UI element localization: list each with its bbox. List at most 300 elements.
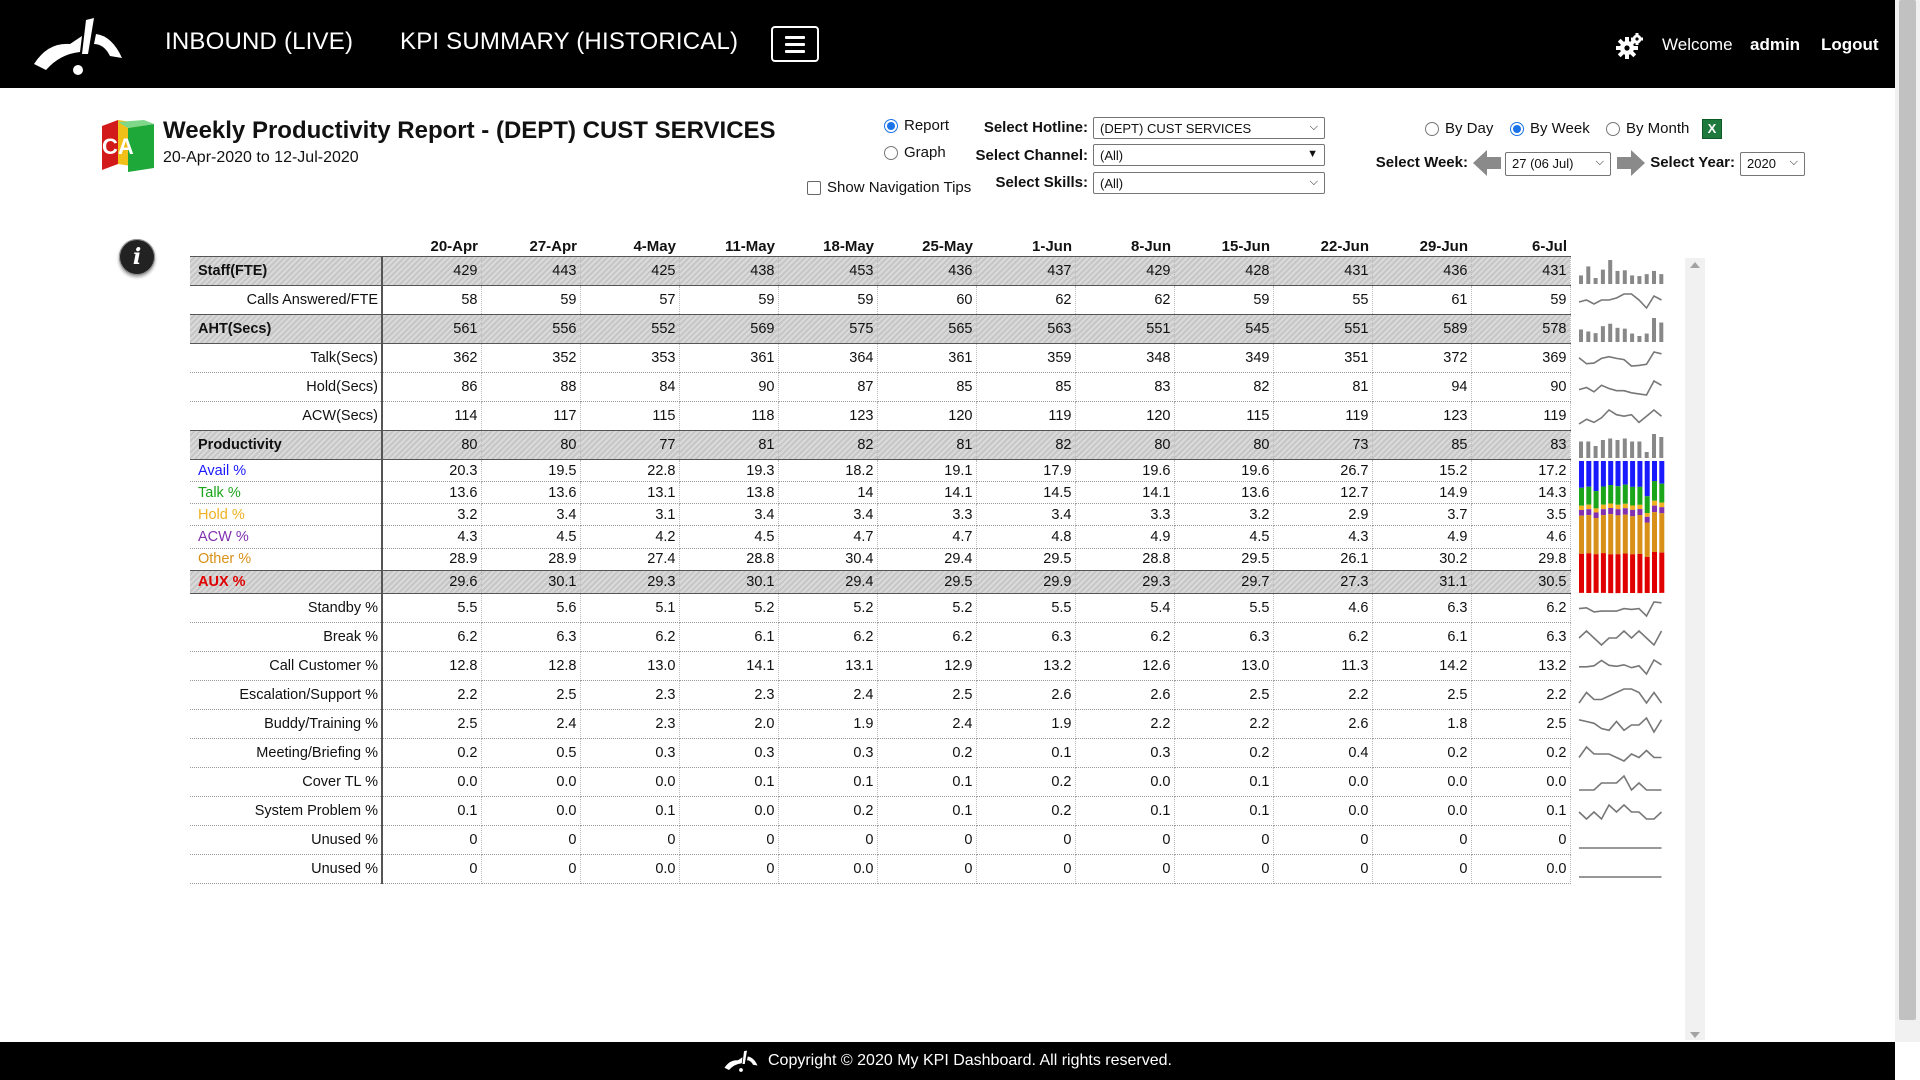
stacked-bar-segment <box>1622 503 1627 507</box>
table-cell: 4.7 <box>778 526 877 548</box>
stacked-bar-segment <box>1652 481 1657 501</box>
table-row <box>190 460 1667 482</box>
stacked-bar-segment <box>1622 553 1627 592</box>
table-cell: 15.2 <box>1372 460 1471 482</box>
table-row <box>190 504 1667 526</box>
table-cell: 5.5 <box>1174 594 1273 623</box>
table-cell: 6.2 <box>580 623 679 652</box>
sparkline-path <box>1579 381 1662 395</box>
stacked-bar-segment <box>1630 516 1635 554</box>
sparkline-cell <box>1570 710 1667 739</box>
table-cell: 0 <box>1075 855 1174 884</box>
table-cell: 0.3 <box>1075 739 1174 768</box>
table-cell: 29.9 <box>976 570 1075 593</box>
hotline-select[interactable] <box>1093 117 1325 139</box>
table-cell: 552 <box>580 315 679 344</box>
table-cell: 85 <box>976 373 1075 402</box>
skills-select[interactable] <box>1093 172 1325 194</box>
table-cell: 0 <box>976 826 1075 855</box>
table-cell: 551 <box>1075 315 1174 344</box>
sparkbar-bar <box>1637 336 1641 342</box>
period-by-day-radio[interactable] <box>1425 120 1493 137</box>
table-cell: 4.2 <box>580 526 679 548</box>
table-row <box>190 826 1667 855</box>
stacked-bar-segment <box>1586 515 1591 553</box>
table-cell: 6.2 <box>877 623 976 652</box>
table-cell: 12.7 <box>1273 482 1372 504</box>
table-cell: 0 <box>679 826 778 855</box>
sparkbar-bar <box>1622 270 1626 284</box>
table-cell: 5.6 <box>481 594 580 623</box>
table-cell: 2.5 <box>1174 681 1273 710</box>
table-cell: 0 <box>976 855 1075 884</box>
table-cell: 438 <box>679 257 778 286</box>
table-cell: 0 <box>1273 855 1372 884</box>
sparkbar-bar <box>1608 324 1612 342</box>
sparkline-cell <box>1570 826 1667 855</box>
table-cell: 545 <box>1174 315 1273 344</box>
column-header-3: 11-May <box>724 237 775 255</box>
sparkline-path <box>1579 631 1662 645</box>
sparkline-chart <box>1577 624 1667 650</box>
stacked-bar-segment <box>1608 514 1613 554</box>
stacked-bar-segment <box>1652 551 1657 592</box>
table-cell: 28.9 <box>382 548 481 570</box>
info-icon[interactable]: i <box>119 239 155 275</box>
table-cell: 123 <box>778 402 877 431</box>
table-cell: 19.6 <box>1174 460 1273 482</box>
table-cell: 5.4 <box>1075 594 1174 623</box>
table-cell: 62 <box>1075 286 1174 315</box>
stacked-bar-segment <box>1608 507 1613 513</box>
table-cell: 0.0 <box>580 855 679 884</box>
table-cell: 14.9 <box>1372 482 1471 504</box>
sparkbar-bar <box>1615 328 1619 342</box>
stacked-bar-segment <box>1615 486 1620 505</box>
table-cell: 83 <box>1471 431 1570 460</box>
stacked-bar-segment <box>1579 515 1584 553</box>
table-cell: 62 <box>976 286 1075 315</box>
table-cell: 428 <box>1174 257 1273 286</box>
table-cell: 80 <box>481 431 580 460</box>
view-graph-radio[interactable] <box>884 144 946 161</box>
table-row <box>190 526 1667 548</box>
chevron-down-icon: ⌵ <box>1309 176 1318 188</box>
stacked-bar-segment <box>1608 503 1613 507</box>
table-cell: 361 <box>679 344 778 373</box>
report-date-range: 20-Apr-2020 to 12-Jul-2020 <box>163 149 359 166</box>
table-row <box>190 286 1667 315</box>
stacked-bar-segment <box>1622 514 1627 553</box>
menu-bar-icon <box>785 36 805 39</box>
menu-bar-icon <box>785 50 805 53</box>
table-cell: 5.2 <box>877 594 976 623</box>
table-cell: 437 <box>976 257 1075 286</box>
table-cell: 5.2 <box>778 594 877 623</box>
table-cell: 83 <box>1075 373 1174 402</box>
row-label: Hold % <box>190 504 382 526</box>
table-cell: 0.1 <box>778 768 877 797</box>
table-cell: 13.0 <box>580 652 679 681</box>
logout-link[interactable]: Logout <box>1821 35 1879 54</box>
table-cell: 349 <box>1174 344 1273 373</box>
checkbox-unchecked-icon <box>807 181 821 195</box>
table-cell: 0.0 <box>778 855 877 884</box>
table-row <box>190 797 1667 826</box>
table-cell: 0.3 <box>778 739 877 768</box>
table-cell: 0.5 <box>481 739 580 768</box>
row-label: Cover TL % <box>190 768 382 797</box>
table-cell: 30.2 <box>1372 548 1471 570</box>
table-cell: 372 <box>1372 344 1471 373</box>
table-cell: 0 <box>877 826 976 855</box>
page-scrollbar[interactable] <box>1895 0 1920 1042</box>
row-label: Standby % <box>190 594 382 623</box>
table-cell: 2.2 <box>1075 710 1174 739</box>
table-cell: 578 <box>1471 315 1570 344</box>
table-cell: 18.2 <box>778 460 877 482</box>
table-cell: 1.8 <box>1372 710 1471 739</box>
table-cell: 114 <box>382 402 481 431</box>
row-label: Escalation/Support % <box>190 681 382 710</box>
year-select-value: 2020 <box>1747 156 1776 171</box>
table-cell: 29.7 <box>1174 570 1273 593</box>
period-by-month-label: By Month <box>1626 120 1690 137</box>
table-row <box>190 855 1667 884</box>
table-cell: 22.8 <box>580 460 679 482</box>
table-cell: 2.3 <box>580 681 679 710</box>
scroll-up-arrow-icon[interactable] <box>1690 262 1700 268</box>
row-label: Other % <box>190 548 382 570</box>
table-cell: 28.8 <box>1075 548 1174 570</box>
period-by-month-radio[interactable] <box>1606 120 1689 137</box>
table-cell: 0.0 <box>1372 797 1471 826</box>
table-cell: 120 <box>877 402 976 431</box>
table-row <box>190 315 1667 344</box>
table-cell: 0.0 <box>1075 768 1174 797</box>
page-scrollbar-thumb[interactable] <box>1899 0 1916 1020</box>
stacked-bar-segment <box>1659 513 1664 552</box>
column-header-1: 27-Apr <box>529 237 577 255</box>
table-cell: 453 <box>778 257 877 286</box>
sparkbar-bar <box>1659 323 1663 343</box>
stacked-bar-segment <box>1630 554 1635 593</box>
table-cell: 556 <box>481 315 580 344</box>
stacked-bar-segment <box>1579 505 1584 509</box>
sparkbar-bar <box>1593 278 1597 284</box>
stacked-bar-segment <box>1637 553 1642 592</box>
table-cell: 13.6 <box>1174 482 1273 504</box>
table-cell: 29.4 <box>778 570 877 593</box>
table-cell: 2.0 <box>679 710 778 739</box>
sparkline-cell <box>1570 286 1667 315</box>
table-row <box>190 482 1667 504</box>
table-cell: 431 <box>1273 257 1372 286</box>
next-week-arrow-icon[interactable] <box>1617 150 1645 176</box>
skills-select-value: (All) <box>1100 176 1124 191</box>
table-cell: 2.2 <box>382 681 481 710</box>
table-cell: 589 <box>1372 315 1471 344</box>
stacked-bar-segment <box>1600 553 1605 593</box>
table-row <box>190 548 1667 570</box>
table-cell: 0 <box>1471 826 1570 855</box>
table-cell: 361 <box>877 344 976 373</box>
table-cell: 348 <box>1075 344 1174 373</box>
table-cell: 94 <box>1372 373 1471 402</box>
table-cell: 0.1 <box>1075 797 1174 826</box>
sparkbar-bar <box>1615 440 1619 458</box>
nav-inbound-live[interactable]: INBOUND (LIVE) <box>165 28 354 55</box>
table-cell: 3.4 <box>679 504 778 526</box>
period-by-week-label: By Week <box>1530 120 1590 137</box>
table-cell: 61 <box>1372 286 1471 315</box>
sparkline-cell <box>1570 623 1667 652</box>
sparkline-cell <box>1570 594 1667 623</box>
sparkline-chart <box>1577 403 1667 429</box>
column-header-2: 4-May <box>633 237 676 255</box>
period-by-day-label: By Day <box>1445 120 1494 137</box>
table-cell: 0.1 <box>580 797 679 826</box>
table-cell: 30.1 <box>679 570 778 593</box>
table-cell: 0 <box>382 855 481 884</box>
table-cell: 115 <box>1174 402 1273 431</box>
stacked-bar-segment <box>1637 461 1642 487</box>
sparkbar-bar <box>1586 266 1590 284</box>
stacked-bar-segment <box>1652 461 1657 481</box>
table-cell: 84 <box>580 373 679 402</box>
radio-selected-icon <box>884 119 898 133</box>
username: admin <box>1750 35 1801 54</box>
sparkbar-bar <box>1600 270 1604 284</box>
table-cell: 13.6 <box>481 482 580 504</box>
table-cell: 6.3 <box>1372 594 1471 623</box>
top-navbar <box>0 0 1895 88</box>
table-row <box>190 739 1667 768</box>
table-cell: 429 <box>382 257 481 286</box>
row-label: Staff(FTE) <box>190 257 382 286</box>
stacked-bar-segment <box>1622 508 1627 514</box>
sparkbar-bar <box>1579 329 1583 342</box>
table-cell: 6.2 <box>778 623 877 652</box>
table-cell: 0 <box>877 855 976 884</box>
table-cell: 82 <box>778 431 877 460</box>
sparkline-cell <box>1570 739 1667 768</box>
stacked-bar-segment <box>1593 554 1598 593</box>
table-cell: 12.8 <box>382 652 481 681</box>
scroll-down-arrow-icon[interactable] <box>1690 1032 1700 1038</box>
row-label: Unused % <box>190 855 382 884</box>
table-cell: 30.1 <box>481 570 580 593</box>
sparkbar-bar <box>1593 333 1597 342</box>
table-cell: 0.1 <box>877 768 976 797</box>
table-cell: 0.1 <box>679 768 778 797</box>
channel-select[interactable] <box>1093 144 1325 166</box>
table-cell: 0.2 <box>1174 739 1273 768</box>
stacked-bar-segment <box>1593 461 1598 491</box>
table-cell: 3.4 <box>976 504 1075 526</box>
sparkline-path <box>1579 352 1662 366</box>
sparkline-cell <box>1570 652 1667 681</box>
table-cell: 4.3 <box>1273 526 1372 548</box>
stacked-bar-segment <box>1622 484 1627 503</box>
navigation-tips-checkbox[interactable] <box>807 179 971 196</box>
table-cell: 429 <box>1075 257 1174 286</box>
sparkbar-bar <box>1630 334 1634 342</box>
table-cell: 0.0 <box>1273 768 1372 797</box>
table-cell: 3.3 <box>877 504 976 526</box>
table-cell: 0.1 <box>382 797 481 826</box>
table-cell: 0.1 <box>1471 797 1570 826</box>
sparkbar-bar <box>1608 439 1612 459</box>
table-cell: 29.8 <box>1471 548 1570 570</box>
stacked-bar-segment <box>1630 461 1635 487</box>
week-select[interactable] <box>1505 152 1611 176</box>
table-cell: 2.3 <box>679 681 778 710</box>
table-cell: 2.5 <box>877 681 976 710</box>
chevron-down-icon: ⌵ <box>1309 121 1318 133</box>
table-cell: 0.2 <box>976 768 1075 797</box>
stacked-bar-segment <box>1644 513 1649 517</box>
table-cell: 0.2 <box>976 797 1075 826</box>
stacked-bar-segment <box>1608 485 1613 503</box>
report-title: Weekly Productivity Report - (DEPT) CUST SERVICES <box>163 117 776 144</box>
table-cell: 13.2 <box>1471 652 1570 681</box>
previous-week-arrow-icon[interactable] <box>1473 150 1501 176</box>
table-cell: 4.5 <box>679 526 778 548</box>
sparkline-cell <box>1570 402 1667 431</box>
table-row <box>190 402 1667 431</box>
table-cell: 26.7 <box>1273 460 1372 482</box>
table-cell: 0.3 <box>580 739 679 768</box>
stacked-bar-segment <box>1630 509 1635 515</box>
column-header-8: 15-Jun <box>1221 237 1270 255</box>
stacked-bar-segment <box>1644 461 1649 496</box>
table-cell: 2.6 <box>976 681 1075 710</box>
table-cell: 1.9 <box>778 710 877 739</box>
row-label: Avail % <box>190 460 382 482</box>
table-cell: 13.6 <box>382 482 481 504</box>
year-label: Select Year: <box>1650 154 1735 171</box>
table-cell: 80 <box>382 431 481 460</box>
sparkbar-chart <box>1577 258 1667 284</box>
stacked-bar-segment <box>1659 483 1664 502</box>
row-label: Call Customer % <box>190 652 382 681</box>
row-label: Buddy/Training % <box>190 710 382 739</box>
skills-label: Select Skills: <box>995 174 1088 191</box>
stacked-bar-segment <box>1652 512 1657 552</box>
sparkline-path <box>1579 410 1662 424</box>
sparkline-cell <box>1570 460 1667 594</box>
table-cell: 3.3 <box>1075 504 1174 526</box>
sparkbar-chart <box>1577 432 1667 458</box>
table-cell: 6.2 <box>1273 623 1372 652</box>
sparkbar-bar <box>1586 442 1590 459</box>
table-cell: 0.0 <box>679 797 778 826</box>
sparkbar-bar <box>1630 442 1634 459</box>
table-cell: 0 <box>1075 826 1174 855</box>
table-cell: 13.1 <box>580 482 679 504</box>
view-graph-label: Graph <box>904 144 946 161</box>
hamburger-menu-button[interactable] <box>771 26 819 62</box>
footer-logo-icon <box>722 1049 760 1073</box>
excel-export-icon[interactable]: X <box>1702 119 1722 139</box>
table-cell: 0.0 <box>580 768 679 797</box>
stacked-bar-segment <box>1593 512 1598 518</box>
sparkbar-bar <box>1579 275 1583 284</box>
table-cell: 59 <box>679 286 778 315</box>
table-cell: 3.1 <box>580 504 679 526</box>
table-cell: 352 <box>481 344 580 373</box>
table-cell: 359 <box>976 344 1075 373</box>
table-cell: 29.3 <box>1075 570 1174 593</box>
table-cell: 4.6 <box>1471 526 1570 548</box>
stacked-bar-segment <box>1637 486 1642 504</box>
table-cell: 30.5 <box>1471 570 1570 593</box>
table-cell: 80 <box>1075 431 1174 460</box>
settings-gear-icon[interactable] <box>1616 32 1644 60</box>
table-cell: 12.9 <box>877 652 976 681</box>
stacked-bar-segment <box>1600 461 1605 486</box>
sparkbar-bar <box>1644 452 1648 458</box>
table-cell: 29.5 <box>877 570 976 593</box>
table-cell: 2.5 <box>382 710 481 739</box>
sparkbar-chart <box>1577 316 1667 342</box>
table-cell: 28.9 <box>481 548 580 570</box>
table-cell: 3.4 <box>778 504 877 526</box>
table-cell: 0 <box>679 855 778 884</box>
stacked-bar-segment <box>1615 515 1620 554</box>
table-cell: 31.1 <box>1372 570 1471 593</box>
year-select[interactable] <box>1740 152 1805 176</box>
table-cell: 57 <box>580 286 679 315</box>
table-cell: 0.0 <box>382 768 481 797</box>
column-header-9: 22-Jun <box>1320 237 1369 255</box>
period-by-week-radio[interactable] <box>1510 120 1590 137</box>
table-cell: 17.2 <box>1471 460 1570 482</box>
sparkline-cell <box>1570 768 1667 797</box>
table-cell: 0.0 <box>1372 768 1471 797</box>
table-cell: 436 <box>877 257 976 286</box>
stacked-percent-chart <box>1577 460 1667 594</box>
table-row <box>190 594 1667 623</box>
table-cell: 0.0 <box>481 797 580 826</box>
table-cell: 14.2 <box>1372 652 1471 681</box>
view-report-radio[interactable] <box>884 117 949 134</box>
table-cell: 2.6 <box>1075 681 1174 710</box>
table-cell: 5.2 <box>679 594 778 623</box>
stacked-bar-segment <box>1615 554 1620 593</box>
table-cell: 2.4 <box>481 710 580 739</box>
stacked-bar-segment <box>1659 461 1664 484</box>
sparkline-cell <box>1570 797 1667 826</box>
table-cell: 0 <box>481 855 580 884</box>
stacked-bar-segment <box>1593 491 1598 508</box>
brand-logo-icon[interactable] <box>30 14 126 78</box>
stacked-bar-segment <box>1600 509 1605 515</box>
table-row <box>190 257 1667 286</box>
nav-kpi-summary[interactable]: KPI SUMMARY (HISTORICAL) <box>400 28 739 55</box>
table-cell: 4.9 <box>1075 526 1174 548</box>
table-cell: 20.3 <box>382 460 481 482</box>
table-cell: 29.6 <box>382 570 481 593</box>
table-cell: 14.1 <box>877 482 976 504</box>
table-scrollbar[interactable] <box>1685 258 1705 1040</box>
channel-select-value: (All) <box>1100 148 1124 163</box>
table-cell: 119 <box>976 402 1075 431</box>
stacked-bar-segment <box>1586 509 1591 515</box>
stacked-bar-segment <box>1579 553 1584 592</box>
stacked-bar-segment <box>1637 514 1642 553</box>
